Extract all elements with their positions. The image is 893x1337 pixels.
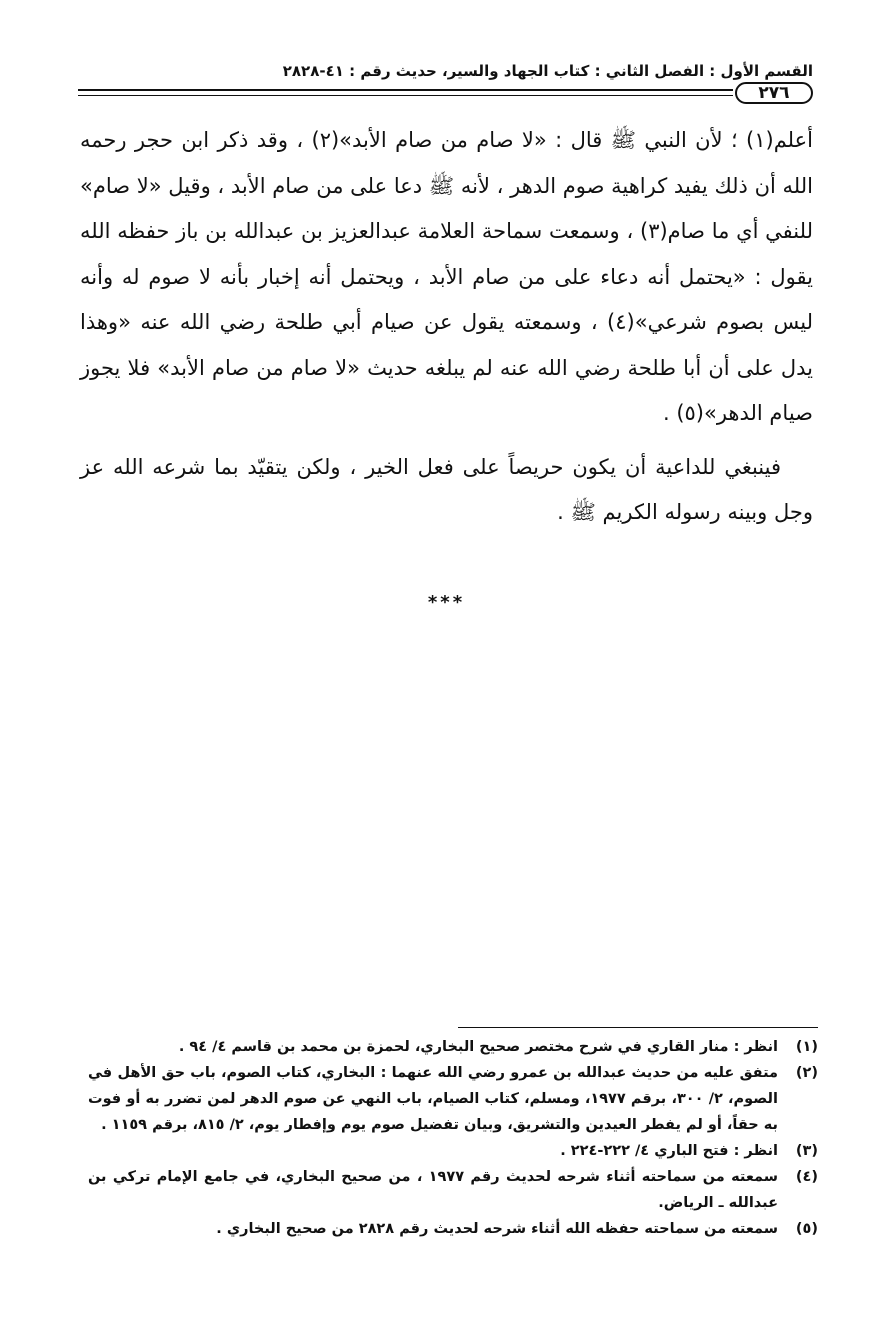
footnote-number: (٣) [795,1143,818,1159]
footnote-text: متفق عليه من حديث عبدالله بن عمرو رضي الله عنهما : البخاري، كتاب الصوم، باب حق الأهل في الصوم، ٢/ ٣٠٠، برقم ١٩٧٧، ومسلم، كتاب الصيام، باب النهي عن صوم الدهر لمن تضرر به أو فوت به حقاً، أو لم يفطر العيدين والتشريق، وبيان تفضيل صوم يوم وإفطار يوم، ٢/ ٨١٥، برقم ١١٥٩ . [88,1065,778,1133]
header-rule-area [78,82,813,106]
footnote-text: انظر : فتح الباري ٤/ ٢٢٢-٢٢٤ . [560,1143,778,1159]
footnote [88,1164,818,1216]
paragraph-2: فينبغي للداعية أن يكون حريصاً على فعل الخير ، ولكن يتقيّد بما شرعه الله عز وجل وبينه رسوله الكريم ﷺ . [80,454,813,524]
footnote-number: (٤) [795,1169,818,1185]
footnote-text: سمعته من سماحته أثناء شرحه لحديث رقم ١٩٧٧ ، من صحيح البخاري، في جامع الإمام تركي بن عبدالله ـ الرياض. [88,1169,778,1211]
footnote [88,1060,818,1138]
footnote [88,1216,818,1242]
section-separator: *** [427,592,466,613]
footnote [88,1138,818,1164]
footnotes [88,1034,818,1242]
page-number: ٢٧٦ [735,82,813,104]
footnote-number: (٥) [795,1221,818,1237]
footnote-number: (٢) [795,1065,818,1081]
footnote-text: انظر : منار القاري في شرح مختصر صحيح البخاري، لحمزة بن محمد بن قاسم ٤/ ٩٤ . [178,1039,778,1055]
main-text [80,118,813,536]
footnote-number: (١) [795,1039,818,1055]
paragraph-1: أعلم(١) ؛ لأن النبي ﷺ قال : «لا صام من صام الأبد»(٢) ، وقد ذكر ابن حجر رحمه الله أن ذلك يفيد كراهية صوم الدهر ، لأنه ﷺ دعا على من صام الأبد ، وقيل «لا صام» للنفي أي ما صام(٣) ، وسمعت سماحة العلامة عبدالعزيز بن عبدالله بن باز حفظه الله يقول : «يحتمل أنه دعاء على من صام الأبد ، ويحتمل أنه إخبار بأنه لا صوم له وأنه ليس بصوم شرعي»(٤) ، وسمعته يقول عن صيام أبي طلحة رضي الله عنه «وهذا يدل على أن أبا طلحة رضي الله عنه لم يبلغه حديث «لا صام من صام الأبد» فلا يجوز صيام الدهر»(٥) . [80,128,813,425]
header-rule [78,89,733,96]
running-header: القسم الأول : الفصل الثاني : كتاب الجهاد والسير، حديث رقم : ٤١-٢٨٢٨ [282,62,813,80]
footnote-rule [458,1027,818,1028]
footnote-text: سمعته من سماحته حفظه الله أثناء شرحه لحديث رقم ٢٨٢٨ من صحيح البخاري . [216,1221,778,1237]
footnote [88,1034,818,1060]
